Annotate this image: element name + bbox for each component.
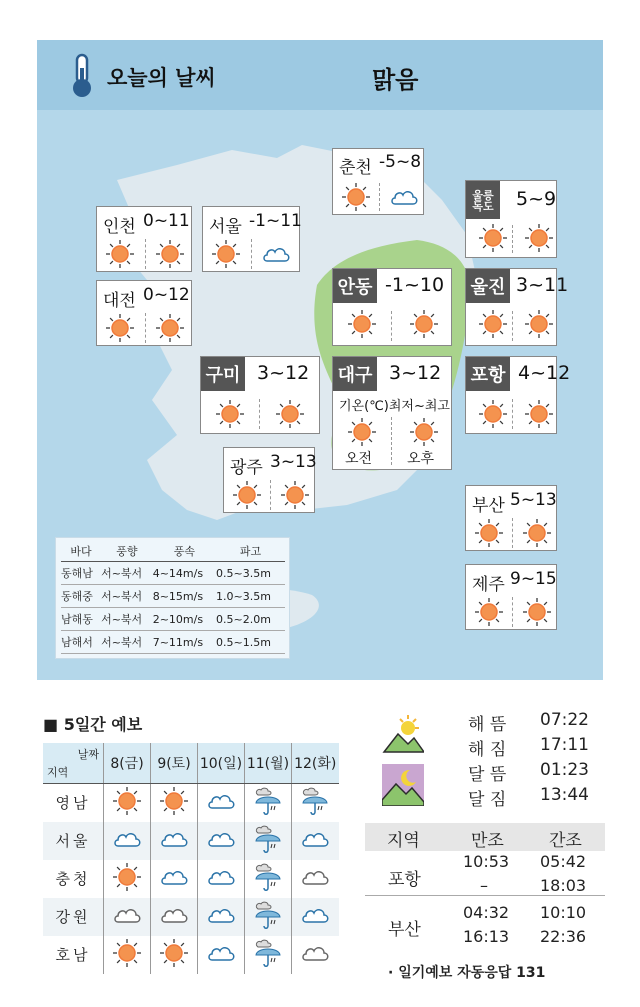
region-label: 서울 <box>43 822 104 860</box>
ulleung-tag: 울릉 독도 <box>466 181 500 219</box>
sun-icon <box>478 309 508 339</box>
sun-icon <box>522 518 552 548</box>
sun-icon <box>524 399 554 429</box>
sun-icon <box>155 239 185 269</box>
sunrise-icon <box>382 712 424 754</box>
card-incheon: 인천 0~11 <box>96 206 192 272</box>
rain-icon <box>245 860 292 898</box>
sun-icon <box>409 417 439 447</box>
moonrise-icon <box>382 764 424 806</box>
sun-icon <box>155 313 185 343</box>
forecast-title: ■ 5일간 예보 <box>43 715 143 734</box>
sun-icon <box>524 223 554 253</box>
rain-icon <box>245 936 292 974</box>
sun-icon <box>409 309 439 339</box>
sun-icon <box>275 399 305 429</box>
card-daegu: 대구 3~12 기온(℃)최저~최고 오전 오후 <box>332 356 452 470</box>
sun-icon <box>474 518 504 548</box>
sun-icon <box>341 182 371 212</box>
card-daejeon: 대전 0~12 <box>96 280 192 346</box>
sun-icon <box>524 309 554 339</box>
sun-icon <box>151 784 198 822</box>
sun-icon <box>522 597 552 627</box>
overcast-icon <box>104 898 151 936</box>
forecast-table: 날짜 지역 8(금) 9(토) 10(일) 11(월) 12(화) 영남 서울 충청 강원 호남 <box>43 743 339 974</box>
table-row <box>43 898 339 936</box>
cloud-icon <box>104 822 151 860</box>
card-busan: 부산 5~13 <box>465 485 557 551</box>
sun-icon <box>347 309 377 339</box>
card-jeju: 제주 9~15 <box>465 564 557 630</box>
pm-label: 오후 <box>407 451 435 467</box>
region-label: 영남 <box>55 794 91 813</box>
card-andong: 안동 -1~10 <box>332 268 452 346</box>
region-label: 강원 <box>43 898 104 936</box>
table-row <box>43 860 339 898</box>
cloud-icon <box>292 898 339 936</box>
card-gwangju: 광주 3~13 <box>223 447 315 513</box>
sun-icon <box>474 597 504 627</box>
cloud-icon <box>292 822 339 860</box>
sun-icon <box>478 223 508 253</box>
map-title: 오늘의 날씨 <box>107 66 216 90</box>
table-row <box>43 936 339 974</box>
table-row <box>43 822 339 860</box>
cloud-icon <box>198 822 245 860</box>
sun-icon <box>215 399 245 429</box>
card-seoul: 서울 -1~11 <box>202 206 300 272</box>
table-row: 동해남 서~북서 4~14m/s 0.5~3.5m <box>61 562 285 585</box>
cloud-icon <box>151 860 198 898</box>
sun-icon <box>104 784 151 822</box>
overcast-icon <box>292 860 339 898</box>
overcast-icon <box>151 898 198 936</box>
corner-cell: 날짜 지역 <box>43 743 104 784</box>
cloud-icon <box>198 784 245 822</box>
thermometer-icon <box>65 52 99 100</box>
card-chuncheon: 춘천 -5~8 <box>332 148 424 215</box>
card-uljin: 울진 3~11 <box>465 268 557 346</box>
rain-icon <box>245 898 292 936</box>
footer-note: · 일기예보 자동응답 131 <box>388 965 546 981</box>
cloud-icon <box>261 239 291 269</box>
sea-conditions: 바다 풍향 풍속 파고 동해남 서~북서 4~14m/s 0.5~3.5m 동해중 서~북서 8~15m/s 1.0~3.5m 남해동 서~북서 2~10m/s 0.5~2.0m 남해서 서~북서 7~11m/s 0.5~1.5m <box>55 537 290 659</box>
rain-icon <box>292 784 339 822</box>
weather-summary: 맑음 <box>372 66 419 94</box>
tide-header: 지역 만조 간조 <box>365 823 605 851</box>
table-row: 동해중 서~북서 8~15m/s 1.0~3.5m <box>61 585 285 608</box>
card-pohang: 포항 4~12 <box>465 356 557 434</box>
sun-icon <box>104 936 151 974</box>
cloud-icon <box>198 936 245 974</box>
overcast-icon <box>292 936 339 974</box>
card-ulleung: 울릉 독도 5~9 <box>465 180 557 258</box>
sun-icon <box>151 936 198 974</box>
region-label: 충청 <box>55 870 91 888</box>
cloud-icon <box>198 860 245 898</box>
temp-legend: 기온(℃)최저~최고 <box>339 399 450 414</box>
am-label: 오전 <box>345 451 373 467</box>
sun-icon <box>478 399 508 429</box>
tide-region: 포항 <box>388 870 421 890</box>
cloud-icon <box>151 822 198 860</box>
region-label: 호남 <box>55 946 91 964</box>
divider <box>365 895 605 896</box>
sun-icon <box>105 239 135 269</box>
sun-icon <box>232 480 262 510</box>
sun-icon <box>104 860 151 898</box>
card-gumi: 구미 3~12 <box>200 356 320 434</box>
sun-icon <box>211 239 241 269</box>
rain-icon <box>245 784 292 822</box>
rain-icon <box>245 822 292 860</box>
sun-icon <box>347 417 377 447</box>
table-row: 남해동 서~북서 2~10m/s 0.5~2.0m <box>61 608 285 631</box>
cloud-icon <box>198 898 245 936</box>
table-row <box>43 784 339 822</box>
sun-icon <box>105 313 135 343</box>
table-row: 남해서 서~북서 7~11m/s 0.5~1.5m <box>61 631 285 654</box>
tide-region: 부산 <box>388 920 421 940</box>
cloud-icon <box>389 182 419 212</box>
sun-icon <box>280 480 310 510</box>
